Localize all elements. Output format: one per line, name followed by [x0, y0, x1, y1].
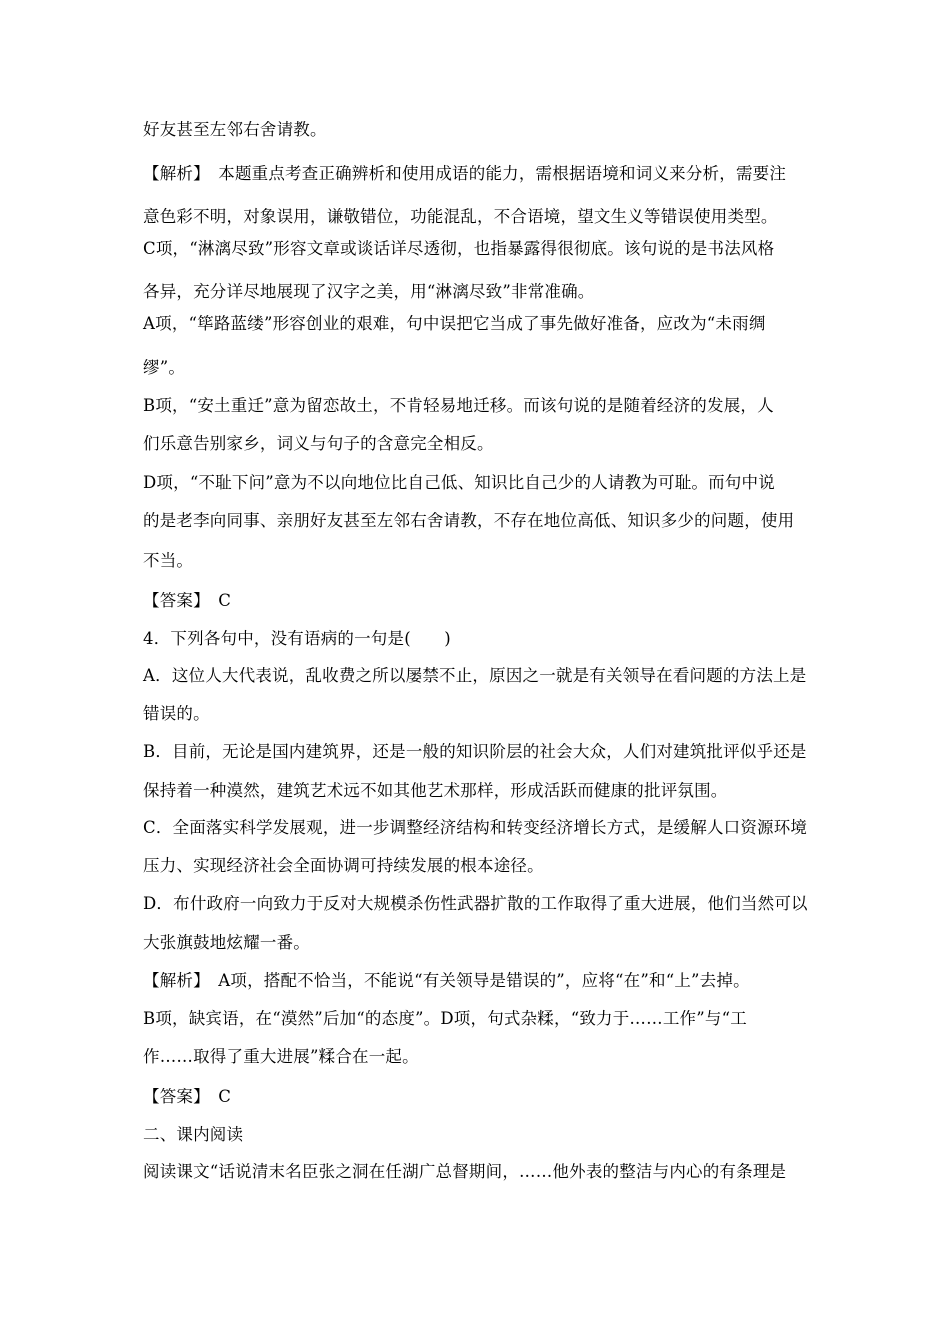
text-line: 大张旗鼓地炫耀一番。: [143, 933, 310, 952]
text-line: 好友甚至左邻右舍请教。: [143, 120, 327, 139]
text-line: 压力、实现经济社会全面协调可持续发展的根本途径。: [143, 856, 544, 875]
text-line: 缪”。: [143, 358, 186, 377]
text-line: D项，“不耻下问”意为不以向地位比自己低、知识比自己少的人请教为可耻。而句中说: [143, 473, 775, 492]
text-line: 不当。: [143, 551, 194, 570]
option-a-line: A．这位人大代表说，乱收费之所以屡禁不止，原因之一就是有关领导在看问题的方法上是: [143, 666, 807, 685]
text-line: B项，“安土重迁”意为留恋故土，不肯轻易地迁移。而该句说的是随着经济的发展，人: [143, 396, 774, 415]
analysis-line: 【解析】 A项，搭配不恰当，不能说“有关领导是错误的”，应将“在”和“上”去掉。: [143, 971, 750, 990]
text-line: A项，“筚路蓝缕”形容创业的艰难，句中误把它当成了事先做好准备，应改为“未雨绸: [143, 314, 766, 333]
answer-line: 【答案】 C: [143, 1087, 232, 1106]
text-line: 们乐意告别家乡，词义与句子的含意完全相反。: [143, 434, 494, 453]
question-line: 4．下列各句中，没有语病的一句是( ): [143, 629, 451, 648]
text-line: B项，缺宾语，在“漠然”后加“的态度”。D项，句式杂糅，“致力于……工作”与“工: [143, 1009, 747, 1028]
answer-line: 【答案】 C: [143, 591, 232, 610]
option-d-line: D．布什政府一向致力于反对大规模杀伤性武器扩散的工作取得了重大进展，他们当然可以: [143, 894, 808, 913]
option-b-line: B．目前，无论是国内建筑界，还是一般的知识阶层的社会大众，人们对建筑批评似乎还是: [143, 742, 807, 761]
section-heading: 二、课内阅读: [143, 1125, 244, 1144]
text-line: 的是老李向同事、亲朋好友甚至左邻右舍请教，不存在地位高低、知识多少的问题，使用: [143, 511, 795, 530]
text-line: 意色彩不明，对象误用，谦敬错位，功能混乱，不合语境，望文生义等错误使用类型。: [143, 207, 778, 226]
text-line: 错误的。: [143, 704, 210, 723]
text-line: 作……取得了重大进展”糅合在一起。: [143, 1047, 419, 1066]
text-line: 阅读课文“话说清末名臣张之洞在任湖广总督期间，……他外表的整洁与内心的有条理是: [143, 1162, 787, 1181]
option-c-line: C．全面落实科学发展观，进一步调整经济结构和转变经济增长方式，是缓解人口资源环境: [143, 818, 808, 837]
text-line: C项，“淋漓尽致”形容文章或谈话详尽透彻，也指暴露得很彻底。该句说的是书法风格: [143, 239, 775, 258]
text-line: 保持着一种漠然，建筑艺术远不如其他艺术那样，形成活跃而健康的批评氛围。: [143, 781, 728, 800]
text-line: 各异，充分详尽地展现了汉字之美，用“淋漓尽致”非常准确。: [143, 282, 595, 301]
text-line: 【解析】 本题重点考查正确辨析和使用成语的能力，需根据语境和词义来分析，需要注: [143, 164, 787, 183]
